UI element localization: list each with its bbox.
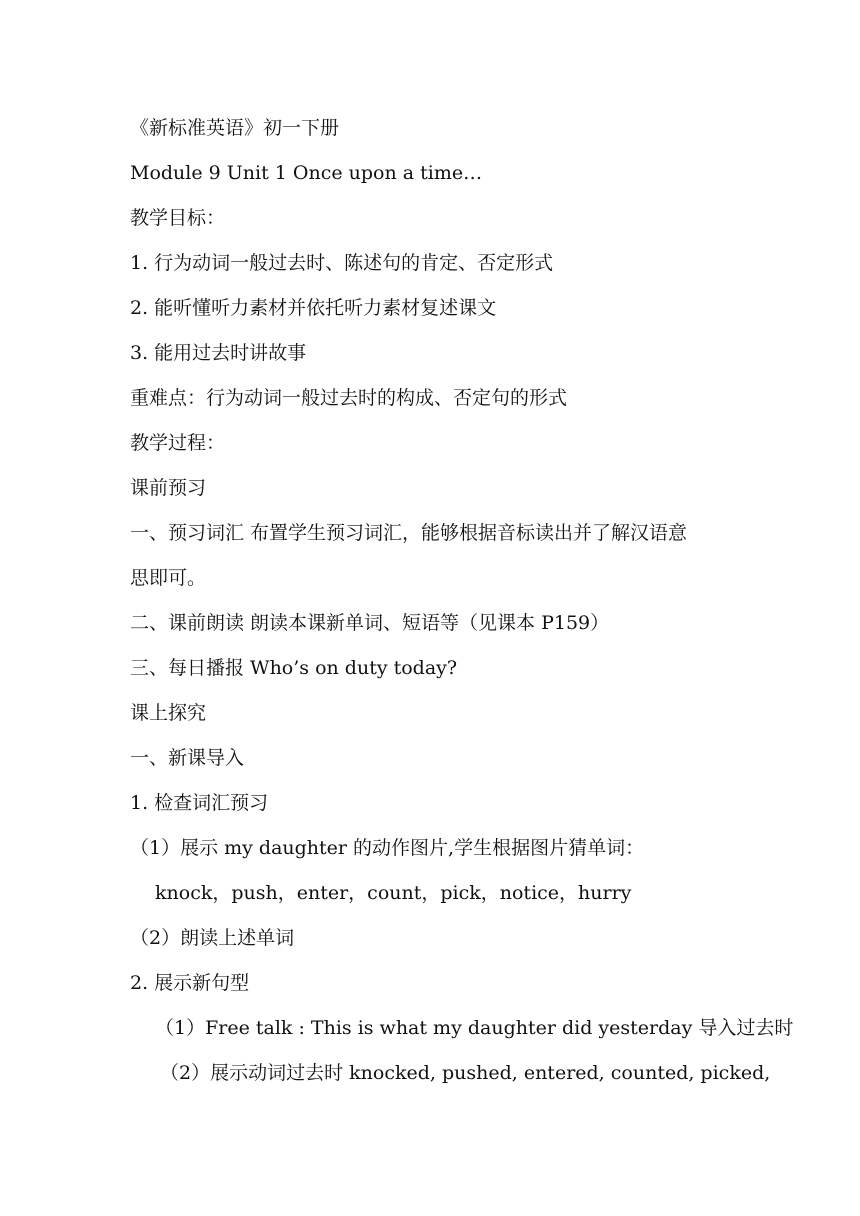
section-heading: 教学目标： (130, 207, 226, 229)
paragraph-line: 三、每日播报 Who’s on duty today? (130, 657, 458, 679)
paragraph-line: 1. 检查词汇预习 (130, 792, 269, 814)
objective-item: 1. 行为动词一般过去时、陈述句的肯定、否定形式 (130, 252, 554, 274)
paragraph-line: （1）Free talk : This is what my daughter did yesterday 导入过去时 (155, 1017, 794, 1039)
section-heading: 教学过程： (130, 432, 226, 454)
paragraph-line: 二、课前朗读 朗读本课新单词、短语等（见课本 P159） (130, 612, 610, 634)
paragraph-line: 一、新课导入 (130, 747, 245, 769)
paragraph-line: （2）展示动词过去时 knocked, pushed, entered, counted, picked, (160, 1062, 771, 1084)
module-title: Module 9 Unit 1 Once upon a time… (130, 162, 483, 184)
paragraph-line: 思即可。 (130, 567, 207, 589)
key-points: 重难点：行为动词一般过去时的构成、否定句的形式 (130, 387, 568, 409)
word-list: knock，push，enter，count，pick，notice，hurry (155, 882, 632, 904)
subsection-heading: 课上探究 (130, 702, 207, 724)
paragraph-line: 一、预习词汇 布置学生预习词汇，能够根据音标读出并了解汉语意 (130, 522, 688, 544)
objective-item: 3. 能用过去时讲故事 (130, 342, 307, 364)
paragraph-line: （2）朗读上述单词 (130, 927, 295, 949)
subsection-heading: 课前预习 (130, 477, 207, 499)
book-title: 《新标准英语》初一下册 (130, 117, 340, 139)
paragraph-line: （1）展示 my daughter 的动作图片,学生根据图片猜单词： (130, 837, 645, 859)
paragraph-line: 2. 展示新句型 (130, 972, 250, 994)
objective-item: 2. 能听懂听力素材并依托听力素材复述课文 (130, 297, 497, 319)
